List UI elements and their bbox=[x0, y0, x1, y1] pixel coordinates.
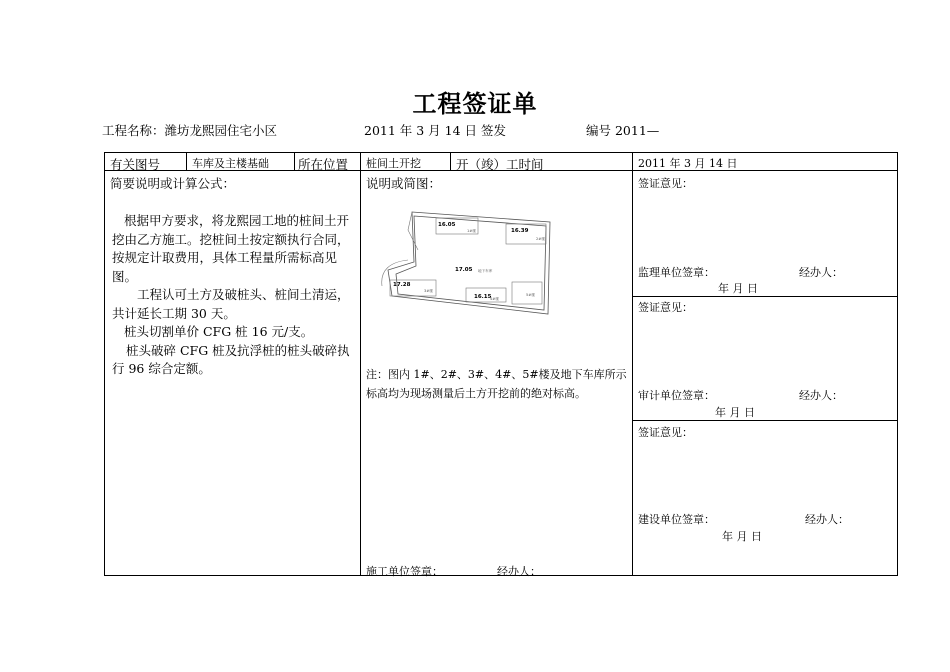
header-drawing-no: 有关图号 bbox=[110, 157, 161, 172]
audit-sign: 审计单位签章： bbox=[638, 389, 715, 402]
header-separator bbox=[294, 152, 295, 171]
header-separator bbox=[186, 152, 187, 171]
column-divider bbox=[360, 152, 361, 576]
elevation-label: 16.05 bbox=[438, 222, 456, 228]
supervision-date: 年 月 日 bbox=[718, 282, 758, 295]
document-title: 工程签证单 bbox=[412, 90, 538, 118]
figure-label: 说明或简图： bbox=[366, 176, 442, 191]
building-tag: 3#楼 bbox=[424, 289, 433, 293]
building-tag: 1#楼 bbox=[467, 229, 476, 233]
header-location-value: 桩间土开挖 bbox=[366, 157, 421, 170]
description-text bbox=[112, 212, 358, 379]
elevation-label: 17.28 bbox=[393, 282, 411, 288]
header-drawing-value: 车库及主楼基础 bbox=[192, 157, 269, 170]
desc-paragraph: 桩头切割单价 CFG 桩 16 元/支。 bbox=[124, 324, 314, 339]
issue-date: 2011 年 3 月 14 日 签发 bbox=[364, 123, 507, 138]
elevation-label: 16.15 bbox=[474, 294, 492, 300]
elevation-label: 17.05 bbox=[455, 267, 473, 273]
opinion-owner: 签证意见： bbox=[638, 426, 693, 439]
site-sketch bbox=[378, 210, 556, 325]
building-tag: 5#楼 bbox=[526, 293, 535, 297]
building-tag: 地下车库 bbox=[478, 269, 493, 273]
serial-number: 编号 2011— bbox=[586, 123, 660, 138]
project-name: 工程名称：潍坊龙熙园住宅小区 bbox=[102, 123, 278, 138]
building-tag: 4#楼 bbox=[490, 297, 499, 301]
owner-sign: 建设单位签章： bbox=[638, 513, 715, 526]
header-separator bbox=[450, 152, 451, 171]
construction-handler: 经办人： bbox=[497, 565, 541, 578]
header-work-time-value: 2011 年 3 月 14 日 bbox=[638, 157, 738, 170]
owner-date: 年 月 日 bbox=[722, 530, 762, 543]
desc-paragraph: 桩头破碎 CFG 桩及抗浮桩的桩头破碎执行 96 综合定额。 bbox=[112, 342, 350, 376]
figure-note: 注：图内 1#、2#、3#、4#、5#楼及地下车库所示标高均为现场测量后土方开挖前的绝对标高。 bbox=[366, 368, 627, 400]
row-divider bbox=[632, 420, 898, 421]
row-divider bbox=[632, 296, 898, 297]
construction-sign: 施工单位签章： bbox=[366, 565, 443, 578]
owner-handler: 经办人： bbox=[805, 513, 849, 526]
audit-handler: 经办人： bbox=[799, 389, 843, 402]
supervision-sign: 监理单位签章： bbox=[638, 266, 715, 279]
header-work-time: 开（竣）工时间 bbox=[456, 157, 544, 172]
desc-paragraph: 根据甲方要求，将龙熙园工地的桩间土开挖由乙方施工。挖桩间土按定额执行合同，按规定计取费用，具体工程量所需标高见图。 bbox=[112, 213, 350, 284]
audit-date: 年 月 日 bbox=[715, 406, 755, 419]
column-divider bbox=[632, 152, 633, 576]
opinion-audit: 签证意见： bbox=[638, 301, 693, 314]
header-location: 所在位置 bbox=[298, 157, 349, 172]
supervision-handler: 经办人： bbox=[799, 266, 843, 279]
desc-label: 简要说明或计算公式： bbox=[110, 176, 236, 191]
elevation-label: 16.39 bbox=[511, 228, 529, 234]
desc-paragraph: 工程认可土方及破桩头、桩间土清运，共计延长工期 30 天。 bbox=[112, 287, 350, 321]
building-tag: 2#楼 bbox=[536, 237, 545, 241]
opinion-supervision: 签证意见： bbox=[638, 177, 693, 190]
building-2 bbox=[506, 224, 546, 244]
